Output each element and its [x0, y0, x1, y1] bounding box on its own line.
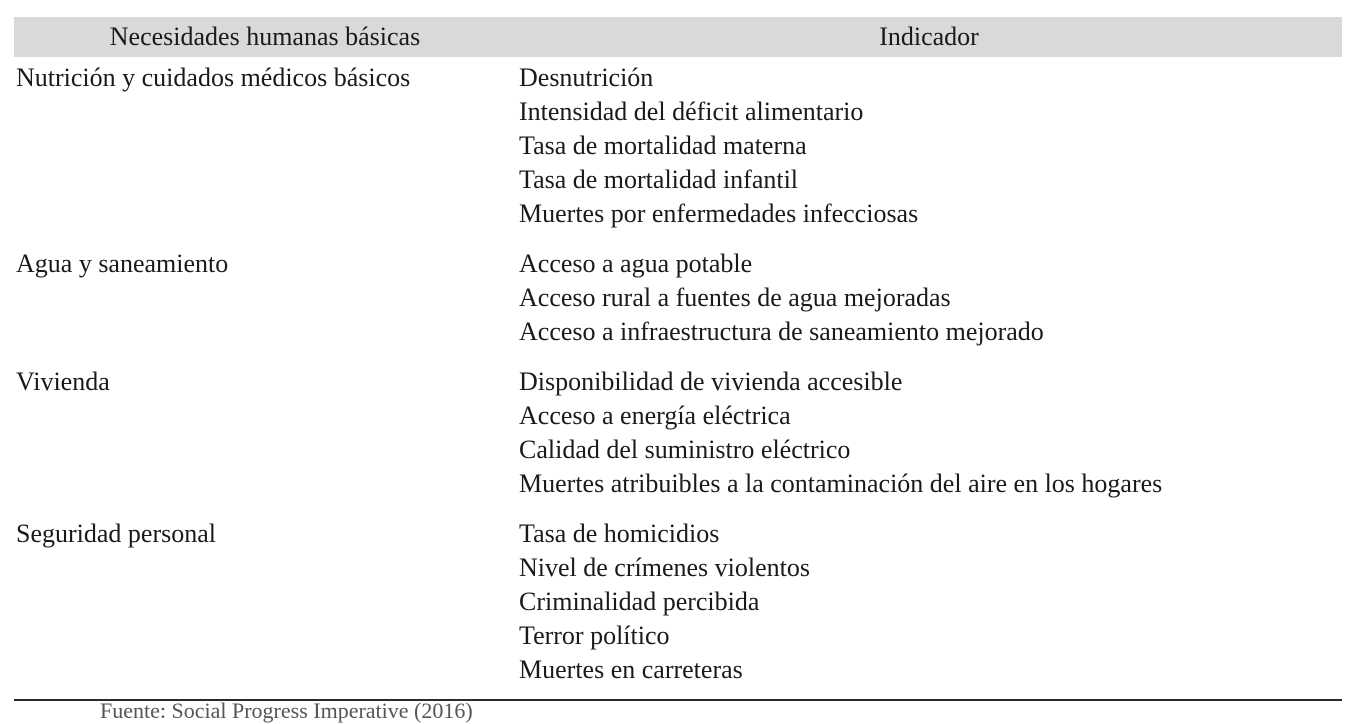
table-group-water	[14, 247, 1342, 349]
indicator-item: Intensidad del déficit alimentario	[519, 97, 864, 126]
group-label: Seguridad personal	[16, 519, 217, 548]
indicator-item: Tasa de mortalidad materna	[519, 131, 807, 160]
indicator-item: Muertes atribuibles a la contaminación del aire en los hogares	[519, 469, 1163, 498]
header-indicator: Indicador	[879, 22, 979, 51]
indicator-list	[519, 365, 1342, 501]
group-label: Vivienda	[16, 367, 110, 396]
indicator-item: Calidad del suministro eléctrico	[519, 435, 851, 464]
table-group-housing	[14, 365, 1342, 501]
indicator-item: Nivel de crímenes violentos	[519, 553, 810, 582]
table-group-nutrition	[14, 61, 1342, 231]
indicator-list	[519, 61, 1342, 231]
indicator-item: Muertes por enfermedades infecciosas	[519, 199, 919, 228]
footnote	[100, 698, 473, 723]
group-label: Nutrición y cuidados médicos básicos	[16, 63, 411, 92]
header-basic-needs: Necesidades humanas básicas	[109, 22, 421, 51]
indicator-item: Disponibilidad de vivienda accesible	[519, 367, 903, 396]
group-label: Agua y saneamiento	[16, 249, 229, 278]
indicator-item: Muertes en carreteras	[519, 655, 743, 684]
indicator-item: Acceso rural a fuentes de agua mejoradas	[519, 283, 951, 312]
table-header	[14, 17, 1342, 57]
indicator-item: Terror político	[519, 621, 670, 650]
indicator-item: Tasa de homicidios	[519, 519, 720, 548]
indicator-item: Tasa de mortalidad infantil	[519, 165, 799, 194]
table-group-safety	[14, 517, 1342, 687]
indicator-item: Acceso a energía eléctrica	[519, 401, 791, 430]
indicator-item: Acceso a infraestructura de saneamiento mejorado	[519, 317, 1044, 346]
indicator-table	[14, 17, 1342, 687]
indicator-list	[519, 247, 1342, 349]
indicator-item: Desnutrición	[519, 63, 654, 92]
indicator-item: Criminalidad percibida	[519, 587, 760, 616]
indicator-item: Acceso a agua potable	[519, 249, 753, 278]
footnote-text: Fuente: Social Progress Imperative (2016)	[100, 698, 473, 723]
indicator-list	[519, 517, 1342, 687]
